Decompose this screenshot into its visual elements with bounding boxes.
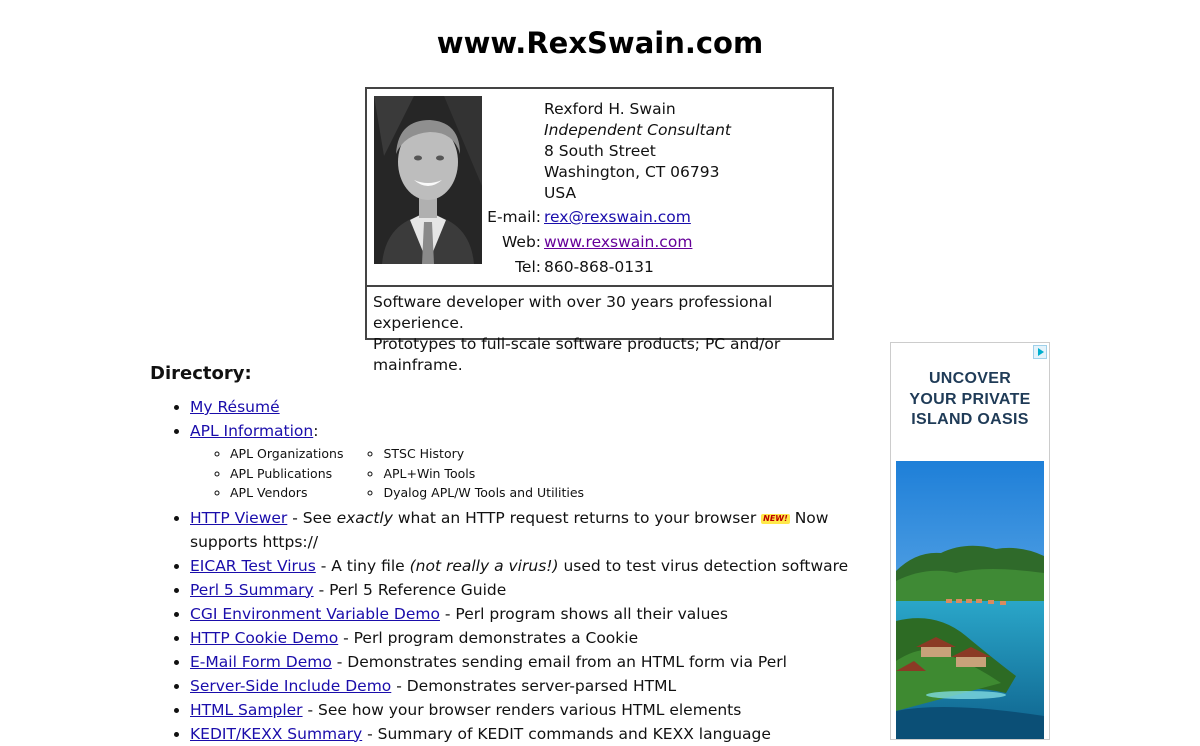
- eicar-desc-2: used to test virus detection software: [558, 556, 849, 575]
- kedit-summary-link[interactable]: KEDIT/KEXX Summary: [190, 724, 363, 743]
- ad-headline[interactable]: [891, 369, 1049, 431]
- apl-sub-item[interactable]: ◦ Dyalog APL/W Tools and Utilities: [383, 483, 584, 503]
- list-item: [190, 506, 890, 554]
- directory-list: [150, 395, 890, 746]
- email-link[interactable]: rex@rexswain.com: [544, 208, 691, 226]
- contact-country: USA: [544, 184, 577, 202]
- email-form-demo-link[interactable]: E-Mail Form Demo: [190, 652, 332, 671]
- contact-city: Washington, CT 06793: [544, 163, 720, 181]
- apl-sub-item[interactable]: ◦ APL Organizations: [230, 444, 343, 464]
- contact-role: Independent Consultant: [544, 121, 731, 139]
- list-item: [190, 674, 890, 698]
- http-viewer-emphasis: exactly: [336, 508, 393, 527]
- portrait-photo: [374, 96, 482, 264]
- cookie-demo-link[interactable]: HTTP Cookie Demo: [190, 628, 339, 647]
- apl-sublist-col-1: [190, 444, 343, 503]
- ad-line-3: ISLAND OASIS: [911, 411, 1029, 428]
- apl-sub-item[interactable]: ◦ APL Vendors: [230, 483, 343, 503]
- item-desc: - See how your browser renders various HTML elements: [302, 700, 742, 719]
- contact-blurb: [367, 287, 832, 376]
- apl-sub-item[interactable]: ◦ STSC History: [383, 444, 584, 464]
- email-row: [487, 208, 827, 226]
- list-item: [190, 419, 890, 503]
- advertisement[interactable]: [890, 342, 1050, 740]
- http-viewer-link[interactable]: HTTP Viewer: [190, 508, 288, 527]
- apl-sub-item[interactable]: ◦ APL+Win Tools: [383, 464, 584, 484]
- blurb-line-1: Software developer with over 30 years professional experience.: [373, 293, 773, 332]
- list-item: [190, 395, 890, 419]
- list-item: [190, 650, 890, 674]
- web-row: [487, 233, 827, 251]
- apl-sub-item[interactable]: ◦ APL Publications: [230, 464, 343, 484]
- perl-summary-link[interactable]: Perl 5 Summary: [190, 580, 314, 599]
- tel-value: 860-868-0131: [544, 258, 654, 276]
- email-label: E-mail:: [487, 208, 541, 226]
- blurb-line-2: Prototypes to full-scale software products; PC and/or mainframe.: [373, 335, 781, 374]
- list-item: [190, 578, 890, 602]
- list-item: [190, 554, 890, 578]
- apl-suffix: :: [313, 422, 319, 440]
- resume-link[interactable]: My Résumé: [190, 398, 280, 416]
- ssi-demo-link[interactable]: Server-Side Include Demo: [190, 676, 392, 695]
- list-item: [190, 698, 890, 722]
- adchoices-icon[interactable]: [1033, 345, 1047, 359]
- list-item: [190, 626, 890, 650]
- item-desc: - Demonstrates server-parsed HTML: [391, 676, 677, 695]
- eicar-desc: - A tiny file: [315, 556, 410, 575]
- list-item: [190, 722, 890, 746]
- list-item: [190, 602, 890, 626]
- http-viewer-desc-2: what an HTTP request returns to your browser: [392, 508, 762, 527]
- item-desc: - Perl program shows all their values: [439, 604, 728, 623]
- item-desc: - Perl program demonstrates a Cookie: [338, 628, 639, 647]
- tel-row: [487, 258, 827, 276]
- cgi-demo-link[interactable]: CGI Environment Variable Demo: [190, 604, 440, 623]
- tel-label: Tel:: [515, 258, 541, 276]
- contact-address: [544, 99, 731, 204]
- web-label: Web:: [501, 233, 541, 251]
- eicar-link[interactable]: EICAR Test Virus: [190, 556, 316, 575]
- html-sampler-link[interactable]: HTML Sampler: [190, 700, 303, 719]
- directory-heading: Directory:: [150, 363, 252, 384]
- contact-card-top: [367, 89, 832, 287]
- item-desc: - Summary of KEDIT commands and KEXX language: [362, 724, 771, 743]
- item-desc: - Perl 5 Reference Guide: [313, 580, 507, 599]
- web-link[interactable]: www.rexswain.com: [544, 233, 693, 251]
- contact-card: [365, 87, 834, 374]
- apl-information-link[interactable]: APL Information: [190, 422, 314, 440]
- item-desc: - Demonstrates sending email from an HTML form via Perl: [331, 652, 787, 671]
- contact-name: Rexford H. Swain: [544, 100, 676, 118]
- ad-island-image[interactable]: [896, 461, 1044, 740]
- apl-sublist: [190, 444, 890, 503]
- contact-street: 8 South Street: [544, 142, 656, 160]
- apl-sublist-col-2: [343, 444, 584, 503]
- http-viewer-tail: Now supports https://: [190, 508, 829, 551]
- eicar-emphasis: (not really a virus!): [409, 556, 559, 575]
- new-badge-icon: NEW!: [763, 513, 788, 523]
- ad-line-2: YOUR PRIVATE: [909, 390, 1031, 408]
- http-viewer-desc: - See: [287, 508, 337, 527]
- ad-line-1: UNCOVER: [928, 370, 1012, 387]
- site-title: www.RexSwain.com: [436, 26, 764, 60]
